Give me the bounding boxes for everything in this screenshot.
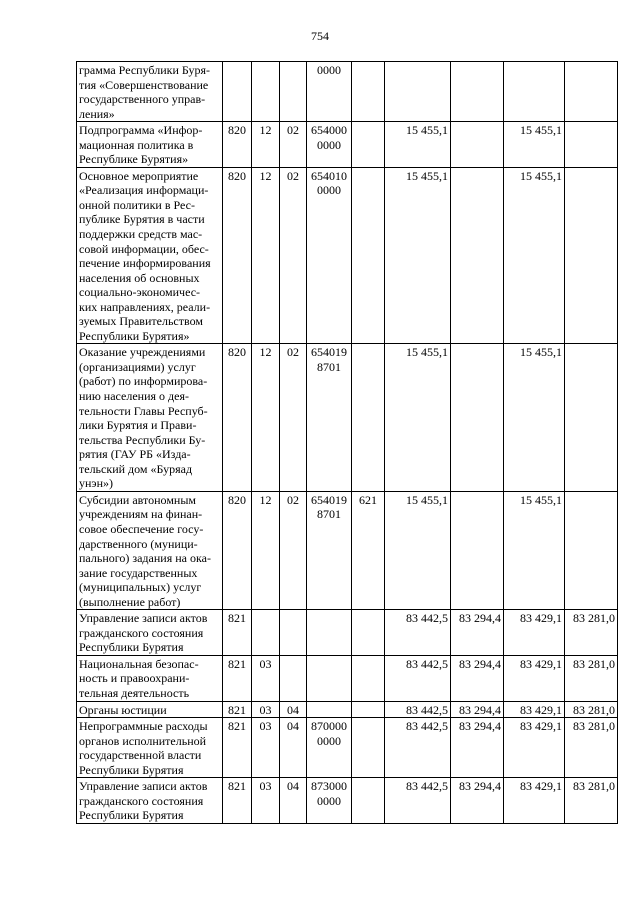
subsection-code-cell: 02 bbox=[280, 167, 307, 344]
target-article-cell: 870000 0000 bbox=[307, 718, 352, 778]
amount-cell-2 bbox=[451, 344, 504, 491]
amount-cell-2: 83 294,4 bbox=[451, 701, 504, 718]
ministry-code-cell: 821 bbox=[223, 718, 252, 778]
target-article-cell: 654000 0000 bbox=[307, 122, 352, 168]
ministry-code-cell: 820 bbox=[223, 122, 252, 168]
ministry-code-cell: 820 bbox=[223, 167, 252, 344]
table-row bbox=[77, 718, 618, 778]
page-number: 754 bbox=[311, 29, 329, 43]
row-name-cell: Подпрограмма «Инфор- мационная политика в Республике Бурятия» bbox=[77, 122, 223, 168]
table-row bbox=[77, 167, 618, 344]
amount-cell-3: 15 455,1 bbox=[504, 122, 565, 168]
section-code-cell: 03 bbox=[252, 778, 280, 824]
amount-cell-3 bbox=[504, 62, 565, 122]
row-name-cell: Органы юстиции bbox=[77, 701, 223, 718]
amount-cell-4: 83 281,0 bbox=[565, 778, 618, 824]
table-row bbox=[77, 778, 618, 824]
amount-cell-2 bbox=[451, 62, 504, 122]
expense-type-cell bbox=[352, 718, 385, 778]
ministry-code-cell: 820 bbox=[223, 344, 252, 491]
amount-cell-3: 83 429,1 bbox=[504, 610, 565, 656]
subsection-code-cell: 02 bbox=[280, 122, 307, 168]
amount-cell-3: 83 429,1 bbox=[504, 778, 565, 824]
subsection-code-cell bbox=[280, 655, 307, 701]
amount-cell-4 bbox=[565, 167, 618, 344]
table-row bbox=[77, 610, 618, 656]
amount-cell-2: 83 294,4 bbox=[451, 718, 504, 778]
section-code-cell: 12 bbox=[252, 344, 280, 491]
amount-cell-4 bbox=[565, 122, 618, 168]
section-code-cell: 12 bbox=[252, 122, 280, 168]
target-article-cell: 873000 0000 bbox=[307, 778, 352, 824]
row-name-cell: Основное мероприятие «Реализация информаци- онной политики в Рес- публике Бурятия в части поддержки средств мас- совой информации, обес- печение информирования населения об основных социально-экономичес- ких направлениях, реали- зуемых Правительством Республики Бурятия» bbox=[77, 167, 223, 344]
subsection-code-cell: 02 bbox=[280, 491, 307, 609]
expense-type-cell: 621 bbox=[352, 491, 385, 609]
expense-type-cell bbox=[352, 167, 385, 344]
row-name-cell: Оказание учреждениями (организациями) услуг (работ) по информирова- нию населения о дея- тельности Главы Респуб- лики Бурятия и Прави- тельства Республики Бу- рятия (ГАУ РБ «Изда- тельский дом «Буряад унэн») bbox=[77, 344, 223, 491]
expense-type-cell bbox=[352, 778, 385, 824]
ministry-code-cell: 821 bbox=[223, 778, 252, 824]
amount-cell-1: 83 442,5 bbox=[385, 701, 451, 718]
table-row bbox=[77, 122, 618, 168]
target-article-cell: 654019 8701 bbox=[307, 344, 352, 491]
budget-table bbox=[76, 61, 618, 824]
row-name-cell: Субсидии автономным учреждениям на финан- совое обеспечение госу- дарственного (муници- пального) задания на ока- зание государственных (муниципальных) услуг (выполнение работ) bbox=[77, 491, 223, 609]
amount-cell-4: 83 281,0 bbox=[565, 610, 618, 656]
expense-type-cell bbox=[352, 610, 385, 656]
expense-type-cell bbox=[352, 344, 385, 491]
amount-cell-3: 83 429,1 bbox=[504, 701, 565, 718]
ministry-code-cell: 821 bbox=[223, 610, 252, 656]
amount-cell-3: 83 429,1 bbox=[504, 718, 565, 778]
amount-cell-2 bbox=[451, 122, 504, 168]
expense-type-cell bbox=[352, 62, 385, 122]
target-article-cell: 0000 bbox=[307, 62, 352, 122]
amount-cell-1: 15 455,1 bbox=[385, 491, 451, 609]
section-code-cell bbox=[252, 610, 280, 656]
row-name-cell: Управление записи актов гражданского состояния Республики Бурятия bbox=[77, 610, 223, 656]
amount-cell-2 bbox=[451, 491, 504, 609]
target-article-cell bbox=[307, 655, 352, 701]
row-name-cell: Национальная безопас- ность и правоохрани- тельная деятельность bbox=[77, 655, 223, 701]
amount-cell-4: 83 281,0 bbox=[565, 701, 618, 718]
amount-cell-2: 83 294,4 bbox=[451, 610, 504, 656]
section-code-cell: 03 bbox=[252, 655, 280, 701]
row-name-cell: Непрограммные расходы органов исполнительной государственной власти Республики Бурятия bbox=[77, 718, 223, 778]
ministry-code-cell: 821 bbox=[223, 701, 252, 718]
amount-cell-3: 15 455,1 bbox=[504, 344, 565, 491]
amount-cell-3: 15 455,1 bbox=[504, 167, 565, 344]
section-code-cell: 12 bbox=[252, 167, 280, 344]
subsection-code-cell: 04 bbox=[280, 778, 307, 824]
table-row bbox=[77, 701, 618, 718]
amount-cell-1: 83 442,5 bbox=[385, 718, 451, 778]
amount-cell-4 bbox=[565, 62, 618, 122]
amount-cell-3: 15 455,1 bbox=[504, 491, 565, 609]
row-name-cell: грамма Республики Буря- тия «Совершенствование государственного управ- ления» bbox=[77, 62, 223, 122]
target-article-cell: 654010 0000 bbox=[307, 167, 352, 344]
amount-cell-2: 83 294,4 bbox=[451, 778, 504, 824]
target-article-cell: 654019 8701 bbox=[307, 491, 352, 609]
target-article-cell bbox=[307, 701, 352, 718]
amount-cell-1: 15 455,1 bbox=[385, 344, 451, 491]
section-code-cell bbox=[252, 62, 280, 122]
expense-type-cell bbox=[352, 701, 385, 718]
amount-cell-1: 83 442,5 bbox=[385, 655, 451, 701]
amount-cell-2: 83 294,4 bbox=[451, 655, 504, 701]
amount-cell-1: 15 455,1 bbox=[385, 122, 451, 168]
section-code-cell: 03 bbox=[252, 701, 280, 718]
amount-cell-4: 83 281,0 bbox=[565, 655, 618, 701]
table-row bbox=[77, 491, 618, 609]
amount-cell-1: 15 455,1 bbox=[385, 167, 451, 344]
amount-cell-4 bbox=[565, 491, 618, 609]
subsection-code-cell: 02 bbox=[280, 344, 307, 491]
subsection-code-cell bbox=[280, 62, 307, 122]
subsection-code-cell bbox=[280, 610, 307, 656]
section-code-cell: 12 bbox=[252, 491, 280, 609]
ministry-code-cell: 821 bbox=[223, 655, 252, 701]
amount-cell-2 bbox=[451, 167, 504, 344]
table-row bbox=[77, 344, 618, 491]
section-code-cell: 03 bbox=[252, 718, 280, 778]
expense-type-cell bbox=[352, 122, 385, 168]
row-name-cell: Управление записи актов гражданского состояния Республики Бурятия bbox=[77, 778, 223, 824]
amount-cell-1 bbox=[385, 62, 451, 122]
table-row bbox=[77, 62, 618, 122]
subsection-code-cell: 04 bbox=[280, 718, 307, 778]
ministry-code-cell bbox=[223, 62, 252, 122]
ministry-code-cell: 820 bbox=[223, 491, 252, 609]
subsection-code-cell: 04 bbox=[280, 701, 307, 718]
target-article-cell bbox=[307, 610, 352, 656]
amount-cell-3: 83 429,1 bbox=[504, 655, 565, 701]
amount-cell-1: 83 442,5 bbox=[385, 610, 451, 656]
expense-type-cell bbox=[352, 655, 385, 701]
table-row bbox=[77, 655, 618, 701]
amount-cell-4 bbox=[565, 344, 618, 491]
amount-cell-1: 83 442,5 bbox=[385, 778, 451, 824]
amount-cell-4: 83 281,0 bbox=[565, 718, 618, 778]
